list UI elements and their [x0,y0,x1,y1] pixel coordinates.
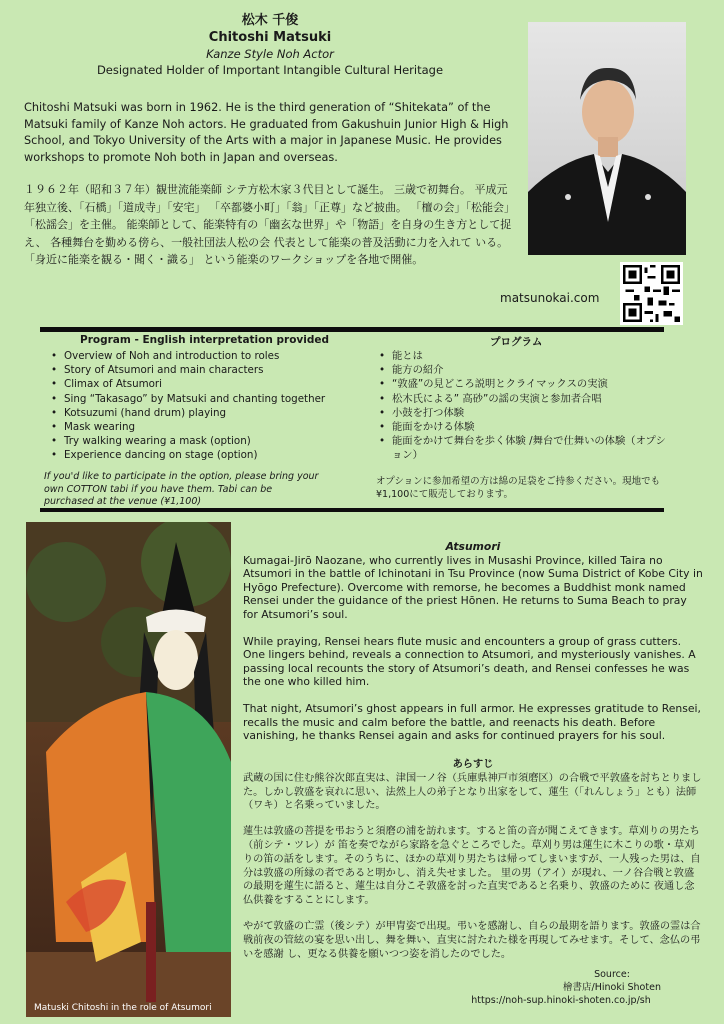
program-en-item: • Kotsuzumi (hand drum) playing [48,406,368,420]
bio-japanese: １９６２年（昭和３７年）観世流能楽師 シテ方松木家３代目として誕生。 三歳で初舞台。 平成元年独立後、「石橋」「道成寺」「安宅」 「卒都婆小町」「翁」「正尊」など披曲。 「檀の会」「松能会」「松謡会」を主催。 能楽師として、能楽特有の「幽玄な世界」や「物語」を自身の生き方として捉え、 各種舞台を勤める傍ら、一般社団法人松の会 代表として能楽の普及活動に力を入れて いる。「身近に能楽を観る・聞く・識る」 という能楽のワークショップを各地で開催。 [24,183,512,266]
source-url[interactable]: https://noh-sup.hinoki-shoten.co.jp/sh [471,995,651,1006]
program-jp-note: オプションに参加希望の方は綿の足袋をご持参ください。現地でも¥1,100にて販売しております。 [376,476,661,500]
program-en-item: • Sing “Takasago” by Matsuki and chanting together [48,392,368,406]
atsumori-title: Atsumori [445,540,501,553]
program-en-note: If you'd like to participate in the option, please bring your own COTTON tabi if you have them. Tabi can be purchased at the venue (¥1,100) [44,471,319,507]
atsumori-japanese [243,758,703,973]
program-jp-item: • 能方の紹介 [376,363,666,377]
heritage: Designated Holder of Important Intangible Cultural Heritage [96,63,444,77]
source [430,968,692,1007]
website-url[interactable]: matsunokai.com [500,291,600,305]
arasuji-paragraph: 武蔵の国に住む熊谷次郎直実は、津国一ノ谷（兵庫県神戸市須磨区）の合戦で平敦盛を討ちとりました。しかし敦盛を哀れに思い、法然上人の弟子となり出家をして、蓮生（「れんしょう」とも）法師（ワキ）と名乗っていました。 [243,772,702,812]
arasuji-title: あらすじ [452,759,494,770]
arasuji-paragraph: やがて敦盛の亡霊（後シテ）が甲冑姿で出現。弔いを感謝し、自らの最期を語ります。敦盛の霊は合戦前夜の管絃の宴を思い出し、舞を舞い、直実に討たれた様を再現してみせます。そして、念仏の弔いを感謝 し、更なる供養を願いつつ姿を消したのでした。 [243,920,701,960]
bio-english: Chitoshi Matsuki was born in 1962. He is the third generation of “Shitekata” of the Matsuki family of Kanze Noh actors. He graduated from Gakushuin Junior High & High School, and Tokyo University of the Arts with a major in Japanese Music. He provides workshops to promote Noh both in Japan and overseas. [24,101,509,164]
arasuji-paragraph: 蓮生は敦盛の菩提を弔おうと須磨の浦を訪れます。すると笛の音が聞こえてきます。草刈りの男たち（前シテ・ツレ）が 笛を奏でながら家路を急ぐところでした。草刈り男は蓮生に木こりの歌・草刈りの笛の話をします。そのうちに、ほかの草刈り男たちは帰ってしまいますが、一人残った男は、自分は敦盛の所縁の者であると明かし、消え失せました。 里の男（アイ）が現れ、一ノ谷合戦と敦盛の最期を蓮生に語ると、蓮生は自分こそ敦盛を討った直実であると名乗り、敦盛のために 夜通し念仏供養をすることにします。 [243,826,701,907]
program-jp-list [376,349,666,463]
atsumori-paragraph: That night, Atsumori’s ghost appears in full armor. He expresses gratitude to Rensei, recalls the music and calm before the battle, and reenacts his death. Before vanishing, he thanks Rensei again and asks for continued prayers for his soul. [243,701,701,743]
program-en-item: • Story of Atsumori and main characters [48,363,368,377]
program-jp-heading: プログラム [490,336,543,348]
program-en-heading: Program - English interpretation provided [80,334,330,346]
program-en-item: • Try walking wearing a mask (option) [48,434,368,448]
program-en-item: • Climax of Atsumori [48,377,368,391]
atsumori-paragraph: While praying, Rensei hears flute music and encounters a group of grass cutters. One lingers behind, reveals a connection to Atsumori, and mysteriously vanishes. A passing local recounts the story of Atsumori’s death, and Rensei confesses he was the one who killed him. [243,634,696,689]
source-name: 檜書店/Hinoki Shoten [563,982,661,993]
name-en: Chitoshi Matsuki [208,30,332,45]
program-en-list [48,349,368,463]
divider-top [40,327,664,332]
program-jp-item: • 能面をかけて舞台を歩く体験 /舞台で仕舞いの体験（オプション） [376,434,666,462]
role: Kanze Style Noh Actor [206,47,334,61]
photo-caption: Matuski Chitoshi in the role of Atsumori [34,1003,212,1013]
program-jp-item: • 能とは [376,349,666,363]
qr-code[interactable] [620,262,683,325]
program-en-item: • Mask wearing [48,420,368,434]
atsumori-english [243,540,703,756]
program-jp-item: • 松木氏による” 高砂”の謡の実演と参加者合唱 [376,392,666,406]
atsumori-stage-photo [26,522,231,1017]
atsumori-paragraph: Kumagai-Jirō Naozane, who currently lives in Musashi Province, killed Taira no Atsumori in the battle of Ichinotani in Tsu Province (now Suma District of Kobe City in Hyōgo Prefecture). Overcome with remorse, he becomes a Buddhist monk named Rensei under the guidance of the priest Hōnen. He returns to Suma Beach to pray for Atsumori’s soul. [243,553,703,621]
portrait-photo [528,22,686,255]
program-en-item: • Overview of Noh and introduction to roles [48,349,368,363]
source-label: Source: [594,969,630,980]
program-jp-item: • 小鼓を打つ体験 [376,406,666,420]
program-en-item: • Experience dancing on stage (option) [48,448,368,462]
divider-bottom [40,508,664,512]
program-jp-item: • “敦盛”の見どころ説明とクライマックスの実演 [376,377,666,391]
header [70,12,470,78]
program-jp-item: • 能面をかける体験 [376,420,666,434]
name-jp: 松木 千俊 [241,13,299,28]
